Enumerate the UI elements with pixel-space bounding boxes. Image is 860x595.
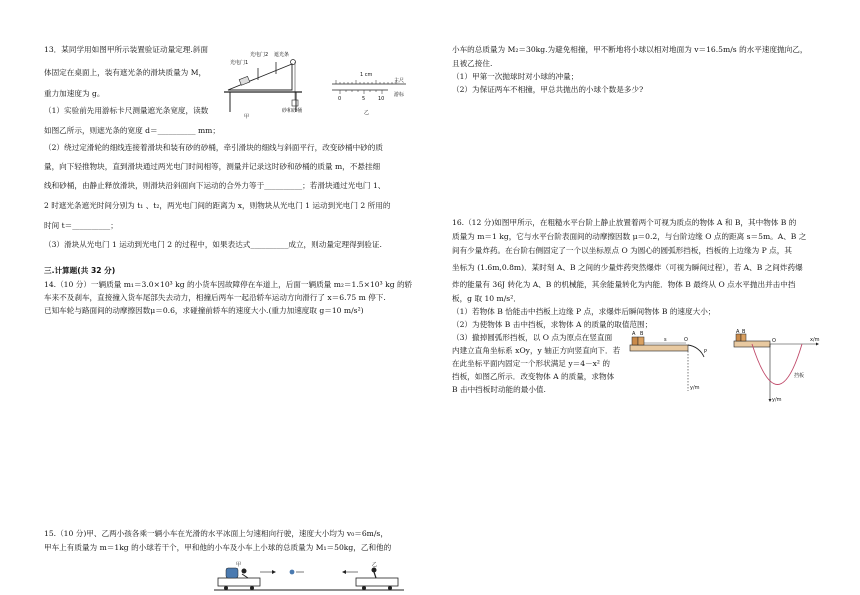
bucket-label: 砂和砂桶 (282, 108, 303, 114)
q14-line-3: 已知车轮与路面间的动摩擦因数μ＝0.6，求碰撞前轿车的速度大小.(重力加速度取 g＝10 m/s²) (44, 306, 364, 315)
q16-line-5: 炸的能量有 36J 转化为 A、B 的机械能，其余能量转化为内能．物体 B 最终从 O 点水平抛出并击中挡 (452, 280, 796, 289)
fig-a-label: A (632, 331, 636, 337)
fig2-a-label: A (736, 329, 740, 335)
fig2-baffle-label: 挡板 (794, 373, 805, 379)
q13-line-3: 重力加速度为 g。 (44, 89, 105, 98)
q15c-line-2: 且被乙接住. (452, 59, 493, 68)
strip-label: 遮光条 (274, 52, 290, 58)
q13-line-8: 线和砂桶，由静止释放滑块，则滑块沿斜面向下运动的合外力等于__________；若滑块通过光电门 1、 (44, 181, 386, 190)
tick-10: 10 (378, 96, 385, 102)
fig2-ym-label: y/m (772, 397, 782, 403)
q16-sub-4: 内建立直角坐标系 xOy，y 轴正方向竖直向下．若 (452, 346, 621, 355)
parabola-baffle-figure (732, 329, 822, 403)
vernier-caliper-figure (326, 70, 416, 120)
gate2-label: 光电门2 (250, 52, 269, 58)
q16-sub-7: B 击中挡板时动能的最小值. (452, 385, 546, 394)
fig-jia-label: 甲 (244, 114, 250, 120)
q16-line-3: 间有少量炸药。在台阶右侧固定了一个以坐标原点 O 为圆心的圆弧形挡板，挡板的上边缘为 P 点，其 (452, 246, 792, 255)
incline-apparatus-figure (222, 50, 332, 120)
fig1-ym-label: y/m (690, 385, 700, 391)
fig2-b-label: B (742, 329, 746, 335)
q16-sub-1: （1）若物体 B 恰能击中挡板上边缘 P 点，求爆炸后瞬间物体 B 的速度大小； (452, 307, 716, 316)
fig2-xm-label: x/m (810, 337, 820, 343)
q13-line-6: （2）绕过定滑轮的细线连接着滑块和装有砂的砂桶，牵引滑块的细线与斜面平行，改变砂桶中砂的质 (44, 143, 383, 152)
vernier-label: 游标 (394, 92, 405, 98)
tick-5: 5 (362, 96, 366, 102)
fig-yi-label: 乙 (364, 110, 370, 116)
unit-label: 1 cm (360, 72, 373, 78)
q16-sub-2: （2）为使物体 B 击中挡板，求物体 A 的质量的取值范围； (452, 320, 653, 329)
q13-line-1: 13．某同学用如图甲所示装置验证动量定理.斜面 (44, 45, 208, 54)
fig-o-label: O (684, 337, 688, 343)
q13-line-7: 量，向下轻推物块，直到滑块通过两光电门时间相等，测量并记录这时砂和砂桶的质量 m，不悬挂细 (44, 162, 381, 171)
q14-line-2: 车来不及刹车，直接撞入货车尾部失去动力，相撞后两车一起沿轿车运动方向滑行了 x＝6.75 m 停下. (44, 293, 386, 302)
gate1-label: 光电门1 (230, 60, 249, 66)
section-title: 三.计算题(共 32 分) (44, 266, 116, 275)
q16-sub-3: （3）撤掉圆弧形挡板，以 O 点为原点在竖直面 (452, 333, 613, 342)
tick-0: 0 (338, 96, 342, 102)
main-scale-label: 主尺 (394, 78, 405, 84)
q16-line-6: 板，g 取 10 m/s²． (452, 294, 521, 303)
q16-line-4: 坐标为 (1.6m,0.8m)．某时刻 A、B 之间的少量炸药突然爆炸（可视为瞬间过程），若 A、B 之间炸药爆 (452, 263, 803, 272)
fig2-o-label: O (772, 338, 776, 344)
q13-line-2: 体固定在桌面上，装有遮光条的滑块质量为 M， (44, 68, 207, 77)
q15c-line-3: （1）甲第一次抛球时对小球的冲量； (452, 72, 579, 81)
fig-p-label: P (704, 349, 708, 355)
q13-line-9: 2 时遮光条遮光时间分别为 t₁ 、t₂，两光电门间的距离为 x，则物块从光电门 1 运动到光电门 2 所用的 (44, 201, 391, 210)
fig-b-label: B (640, 331, 644, 337)
q13-line-5: 如图乙所示，则遮光条的宽度 d＝__________ mm； (44, 126, 220, 135)
q13-line-4: （1）实验前先用游标卡尺测量遮光条宽度，读数 (44, 106, 209, 115)
cart-yi-label: 乙 (372, 562, 378, 568)
q14-line-1: 14.（10 分）一辆质量 m₁＝3.0×10³ kg 的小货车因故障停在车道上，后面一辆质量 m₂＝1.5×10³ kg 的轿 (44, 280, 413, 289)
q15c-line-4: （2）为保证两车不相撞，甲总共抛出的小球个数是多少? (452, 85, 644, 94)
cart-jia-label: 甲 (236, 562, 242, 568)
fig-s-label: s (664, 337, 667, 343)
q16-sub-6: 挡板，如图乙所示．改变物体 A 的质量，求物体 (452, 372, 615, 381)
q16-sub-5: 在此坐标平面内固定一个形状满足 y＝4－x² 的 (452, 359, 610, 368)
q15c-line-1: 小车的总质量为 M₂＝30kg.为避免相撞，甲不断地将小球以相对地面为 v＝16.5m/s 的水平速度抛向乙， (452, 45, 808, 54)
q15-line-2: 甲车上有质量为 m＝1kg 的小球若干个，甲和他的小车及小车上小球的总质量为 M₁＝50kg，乙和他的 (44, 543, 392, 552)
q13-line-11: （3）滑块从光电门 1 运动到光电门 2 的过程中，如果表达式__________成立，则动量定理得到验证. (44, 240, 382, 249)
step-circular-baffle-figure (628, 333, 708, 393)
q16-line-2: 质量为 m＝1 kg，它与水平台阶表面间的动摩擦因数 μ＝0.2，与台阶边缘 O 点的距离 s＝5m。A、B 之 (452, 232, 807, 241)
q15-line-1: 15.（10 分)甲、乙两小孩各乘一辆小车在光滑的水平冰面上匀速相向行驶，速度大小均为 v₀＝6m/s， (44, 529, 388, 538)
carts-on-ice-figure (214, 562, 404, 592)
q13-line-10: 时间 t＝__________； (44, 221, 118, 230)
q16-line-1: 16.（12 分)如图甲所示，在粗糙水平台阶上静止放置着两个可视为质点的物体 A 和 B，其中物体 B 的 (452, 218, 797, 227)
